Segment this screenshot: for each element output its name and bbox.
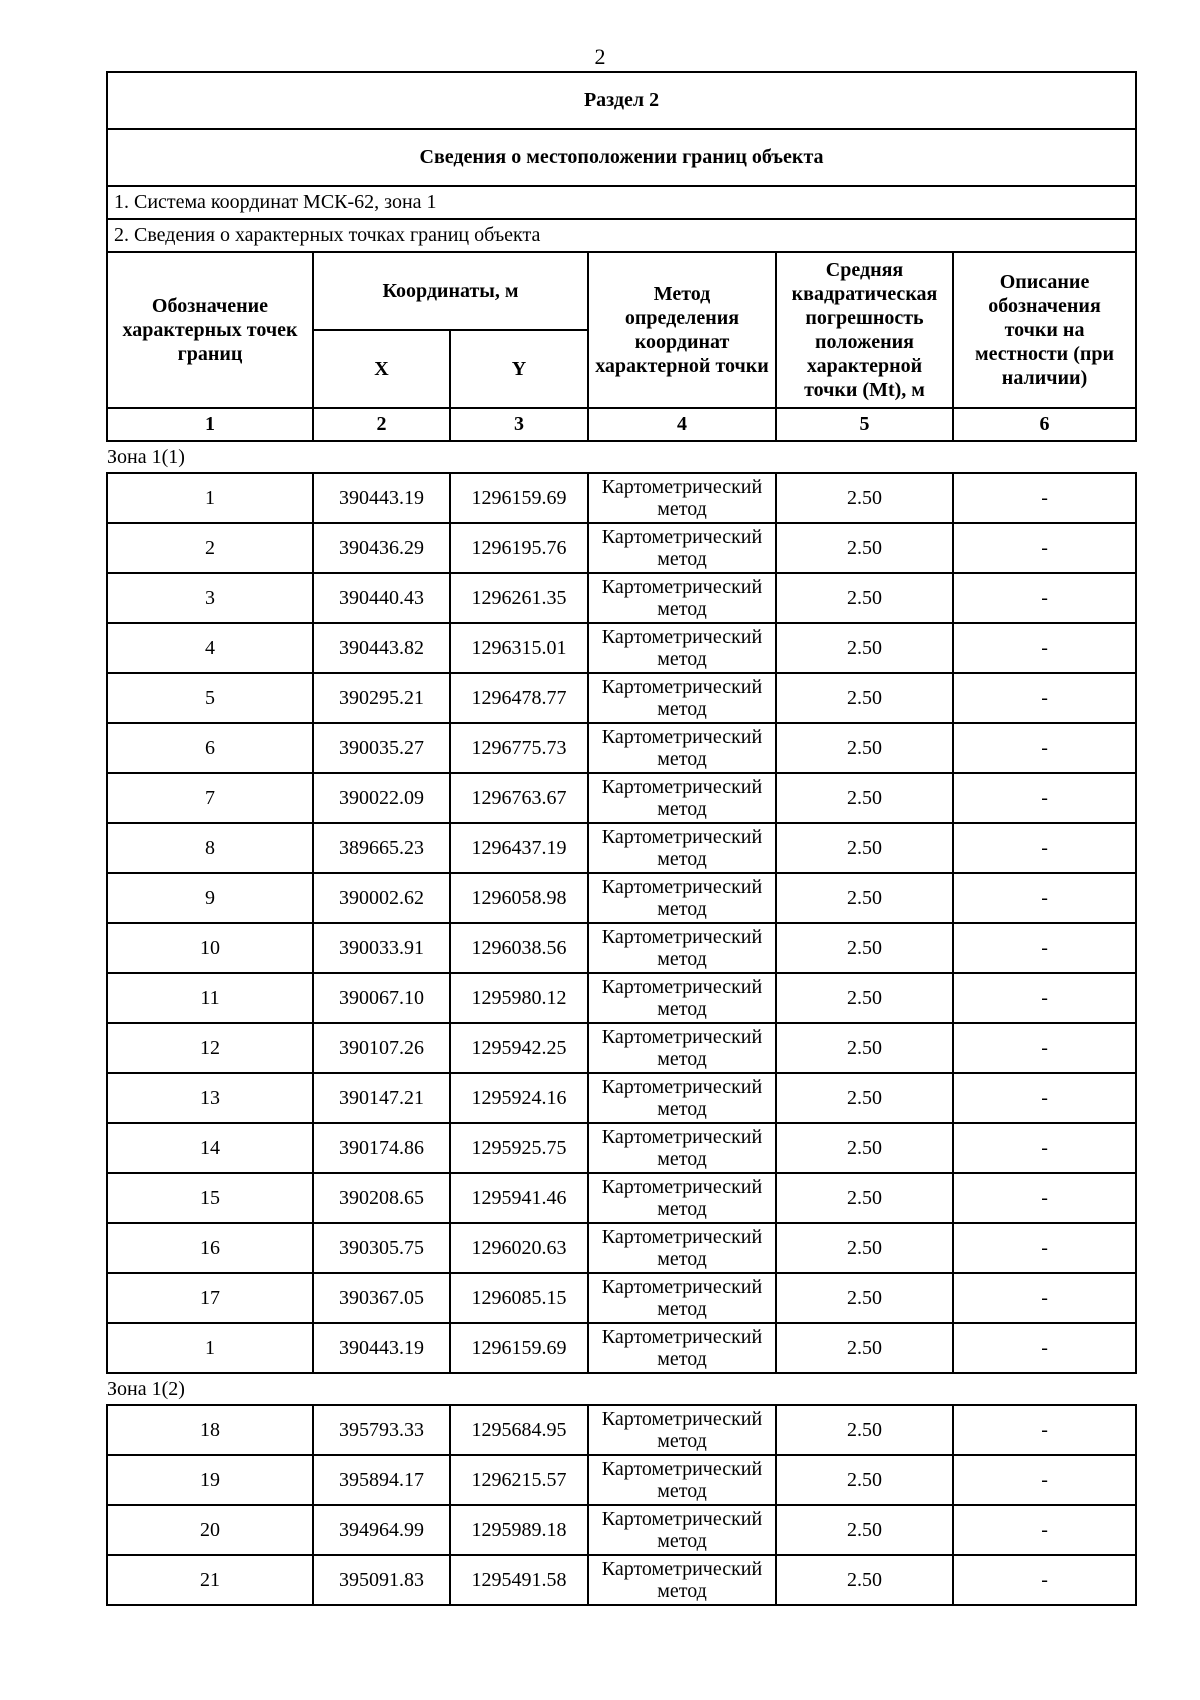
method-cell [588, 1405, 776, 1455]
position-error: 2.50 [776, 473, 953, 523]
method-line-2: метод [657, 598, 707, 620]
zone-label: Зона 1(2) [107, 1373, 1136, 1405]
point-description: - [953, 1223, 1136, 1273]
point-description: - [953, 1173, 1136, 1223]
method-line-1: Картометрический [601, 776, 763, 798]
position-error: 2.50 [776, 1273, 953, 1323]
column-number: 5 [776, 408, 953, 441]
coordinate-y: 1296020.63 [450, 1223, 588, 1273]
method-line-1: Картометрический [601, 1126, 763, 1148]
coordinate-x: 394964.99 [313, 1505, 450, 1555]
point-number: 3 [107, 573, 313, 623]
method-line-1: Картометрический [601, 1026, 763, 1048]
method-line-1: Картометрический [601, 926, 763, 948]
coordinate-y: 1296038.56 [450, 923, 588, 973]
coordinate-system: 1. Система координат МСК-62, зона 1 [107, 186, 1136, 219]
point-number: 17 [107, 1273, 313, 1323]
method-line-2: метод [657, 898, 707, 920]
method-line-1: Картометрический [601, 576, 763, 598]
method-cell [588, 523, 776, 573]
point-number: 14 [107, 1123, 313, 1173]
method-cell [588, 773, 776, 823]
method-line-2: метод [657, 1098, 707, 1120]
point-description: - [953, 1323, 1136, 1373]
method-line-2: метод [657, 1580, 707, 1602]
method-line-2: метод [657, 1530, 707, 1552]
coordinate-y: 1296085.15 [450, 1273, 588, 1323]
header-x: X [313, 330, 450, 408]
table-row [107, 823, 1136, 873]
point-description: - [953, 823, 1136, 873]
table-row [107, 1123, 1136, 1173]
method-line-2: метод [657, 1430, 707, 1452]
method-cell [588, 923, 776, 973]
column-number: 4 [588, 408, 776, 441]
table-row [107, 673, 1136, 723]
position-error: 2.50 [776, 973, 953, 1023]
point-number: 16 [107, 1223, 313, 1273]
header-description: Описание обозначения точки на местности (при наличии) [953, 252, 1136, 408]
coordinate-y: 1295491.58 [450, 1555, 588, 1605]
coordinate-x: 390367.05 [313, 1273, 450, 1323]
coordinate-x: 395091.83 [313, 1555, 450, 1605]
method-line-2: метод [657, 948, 707, 970]
point-number: 9 [107, 873, 313, 923]
column-number: 2 [313, 408, 450, 441]
method-cell [588, 1555, 776, 1605]
method-line-1: Картометрический [601, 1326, 763, 1348]
header-y: Y [450, 330, 588, 408]
method-line-1: Картометрический [601, 1176, 763, 1198]
point-number: 15 [107, 1173, 313, 1223]
method-cell [588, 1273, 776, 1323]
table-row [107, 723, 1136, 773]
position-error: 2.50 [776, 1555, 953, 1605]
method-line-2: метод [657, 1048, 707, 1070]
point-number: 2 [107, 523, 313, 573]
method-cell [588, 823, 776, 873]
coordinate-y: 1296215.57 [450, 1455, 588, 1505]
method-line-2: метод [657, 748, 707, 770]
method-line-1: Картометрический [601, 1276, 763, 1298]
point-description: - [953, 773, 1136, 823]
point-number: 5 [107, 673, 313, 723]
coordinate-y: 1296315.01 [450, 623, 588, 673]
table-row [107, 1223, 1136, 1273]
column-number: 6 [953, 408, 1136, 441]
point-number: 19 [107, 1455, 313, 1505]
method-cell [588, 1323, 776, 1373]
point-number: 21 [107, 1555, 313, 1605]
method-line-2: метод [657, 998, 707, 1020]
method-line-2: метод [657, 848, 707, 870]
coordinate-x: 390305.75 [313, 1223, 450, 1273]
point-number: 8 [107, 823, 313, 873]
coordinate-x: 390174.86 [313, 1123, 450, 1173]
table-row [107, 773, 1136, 823]
section-title: Раздел 2 [107, 72, 1136, 129]
point-number: 11 [107, 973, 313, 1023]
coordinate-x: 390443.19 [313, 1323, 450, 1373]
position-error: 2.50 [776, 573, 953, 623]
method-cell [588, 473, 776, 523]
coordinate-x: 390022.09 [313, 773, 450, 823]
point-description: - [953, 1505, 1136, 1555]
coordinate-y: 1296763.67 [450, 773, 588, 823]
position-error: 2.50 [776, 1223, 953, 1273]
coordinate-y: 1296159.69 [450, 1323, 588, 1373]
coordinate-x: 395793.33 [313, 1405, 450, 1455]
method-cell [588, 1123, 776, 1173]
point-number: 1 [107, 1323, 313, 1373]
method-line-1: Картометрический [601, 826, 763, 848]
method-cell [588, 1073, 776, 1123]
page-number: 2 [594, 44, 606, 69]
coordinate-x: 390033.91 [313, 923, 450, 973]
method-cell [588, 1505, 776, 1555]
table-row [107, 1505, 1136, 1555]
method-line-1: Картометрический [601, 676, 763, 698]
point-number: 4 [107, 623, 313, 673]
method-line-2: метод [657, 1248, 707, 1270]
zone-row [107, 441, 1136, 473]
coordinate-y: 1296437.19 [450, 823, 588, 873]
point-description: - [953, 573, 1136, 623]
point-description: - [953, 1073, 1136, 1123]
position-error: 2.50 [776, 1505, 953, 1555]
table-row [107, 523, 1136, 573]
table-row [107, 623, 1136, 673]
method-line-1: Картометрический [601, 1226, 763, 1248]
position-error: 2.50 [776, 923, 953, 973]
zone-label: Зона 1(1) [107, 441, 1136, 473]
method-line-1: Картометрический [601, 976, 763, 998]
method-line-2: метод [657, 1298, 707, 1320]
coordinate-x: 390002.62 [313, 873, 450, 923]
point-description: - [953, 1455, 1136, 1505]
table-row [107, 1273, 1136, 1323]
position-error: 2.50 [776, 523, 953, 573]
coordinate-y: 1295925.75 [450, 1123, 588, 1173]
coordinate-y: 1295942.25 [450, 1023, 588, 1073]
point-description: - [953, 1555, 1136, 1605]
method-cell [588, 573, 776, 623]
coordinate-x: 389665.23 [313, 823, 450, 873]
point-description: - [953, 873, 1136, 923]
coordinate-x: 390067.10 [313, 973, 450, 1023]
method-cell [588, 623, 776, 673]
point-description: - [953, 973, 1136, 1023]
method-line-1: Картометрический [601, 476, 763, 498]
table-row [107, 473, 1136, 523]
coordinate-y: 1296478.77 [450, 673, 588, 723]
table-row [107, 1405, 1136, 1455]
coordinate-y: 1295941.46 [450, 1173, 588, 1223]
table-row [107, 1073, 1136, 1123]
method-line-2: метод [657, 698, 707, 720]
method-line-1: Картометрический [601, 1558, 763, 1580]
position-error: 2.50 [776, 1073, 953, 1123]
coordinate-y: 1295684.95 [450, 1405, 588, 1455]
method-line-2: метод [657, 1480, 707, 1502]
method-line-1: Картометрический [601, 526, 763, 548]
method-cell [588, 1023, 776, 1073]
method-line-1: Картометрический [601, 1458, 763, 1480]
point-description: - [953, 923, 1136, 973]
point-description: - [953, 473, 1136, 523]
point-number: 10 [107, 923, 313, 973]
coordinate-x: 390443.82 [313, 623, 450, 673]
point-description: - [953, 623, 1136, 673]
table-row [107, 1173, 1136, 1223]
position-error: 2.50 [776, 1123, 953, 1173]
header-method: Метод определения координат характерной точки [588, 252, 776, 408]
method-line-1: Картометрический [601, 1076, 763, 1098]
coordinate-x: 395894.17 [313, 1455, 450, 1505]
coordinate-x: 390436.29 [313, 523, 450, 573]
method-line-1: Картометрический [601, 626, 763, 648]
method-line-2: метод [657, 498, 707, 520]
method-line-2: метод [657, 1348, 707, 1370]
coordinate-x: 390440.43 [313, 573, 450, 623]
point-number: 20 [107, 1505, 313, 1555]
position-error: 2.50 [776, 1173, 953, 1223]
coordinate-y: 1296058.98 [450, 873, 588, 923]
position-error: 2.50 [776, 1405, 953, 1455]
method-line-1: Картометрический [601, 1508, 763, 1530]
method-line-2: метод [657, 548, 707, 570]
point-number: 18 [107, 1405, 313, 1455]
coordinate-x: 390035.27 [313, 723, 450, 773]
method-line-1: Картометрический [601, 876, 763, 898]
coordinate-x: 390107.26 [313, 1023, 450, 1073]
point-description: - [953, 1405, 1136, 1455]
coordinate-x: 390208.65 [313, 1173, 450, 1223]
position-error: 2.50 [776, 623, 953, 673]
position-error: 2.50 [776, 773, 953, 823]
coordinate-y: 1296195.76 [450, 523, 588, 573]
point-description: - [953, 1023, 1136, 1073]
boundary-points-table [106, 71, 1137, 1606]
point-number: 6 [107, 723, 313, 773]
header-error: Средняя квадратическая погрешность положения характерной точки (Mt), м [776, 252, 953, 408]
position-error: 2.50 [776, 1023, 953, 1073]
point-number: 13 [107, 1073, 313, 1123]
method-cell [588, 723, 776, 773]
method-line-1: Картометрический [601, 1408, 763, 1430]
coordinate-y: 1295980.12 [450, 973, 588, 1023]
point-number: 7 [107, 773, 313, 823]
column-number: 3 [450, 408, 588, 441]
table-row [107, 1323, 1136, 1373]
position-error: 2.50 [776, 673, 953, 723]
method-line-2: метод [657, 648, 707, 670]
header-coordinates: Координаты, м [313, 252, 588, 330]
table-row [107, 573, 1136, 623]
table-row [107, 1023, 1136, 1073]
section-subtitle: Сведения о местоположении границ объекта [107, 129, 1136, 186]
method-line-2: метод [657, 1148, 707, 1170]
point-description: - [953, 723, 1136, 773]
table-row [107, 973, 1136, 1023]
method-line-2: метод [657, 798, 707, 820]
table-row [107, 1555, 1136, 1605]
method-cell [588, 1173, 776, 1223]
method-cell [588, 1223, 776, 1273]
coordinate-x: 390147.21 [313, 1073, 450, 1123]
point-description: - [953, 1123, 1136, 1173]
point-description: - [953, 673, 1136, 723]
table-row [107, 1455, 1136, 1505]
method-cell [588, 673, 776, 723]
table-row [107, 923, 1136, 973]
point-number: 1 [107, 473, 313, 523]
point-description: - [953, 1273, 1136, 1323]
position-error: 2.50 [776, 723, 953, 773]
position-error: 2.50 [776, 1323, 953, 1373]
point-description: - [953, 523, 1136, 573]
column-number: 1 [107, 408, 313, 441]
position-error: 2.50 [776, 1455, 953, 1505]
position-error: 2.50 [776, 873, 953, 923]
method-cell [588, 1455, 776, 1505]
points-info-heading: 2. Сведения о характерных точках границ объекта [107, 219, 1136, 252]
coordinate-y: 1296261.35 [450, 573, 588, 623]
zone-row [107, 1373, 1136, 1405]
method-line-2: метод [657, 1198, 707, 1220]
method-cell [588, 973, 776, 1023]
method-cell [588, 873, 776, 923]
method-line-1: Картометрический [601, 726, 763, 748]
position-error: 2.50 [776, 823, 953, 873]
coordinate-y: 1295924.16 [450, 1073, 588, 1123]
header-designation: Обозначение характерных точек границ [107, 252, 313, 408]
coordinate-y: 1296775.73 [450, 723, 588, 773]
coordinate-y: 1296159.69 [450, 473, 588, 523]
coordinate-x: 390295.21 [313, 673, 450, 723]
coordinate-y: 1295989.18 [450, 1505, 588, 1555]
point-number: 12 [107, 1023, 313, 1073]
table-row [107, 873, 1136, 923]
coordinate-x: 390443.19 [313, 473, 450, 523]
